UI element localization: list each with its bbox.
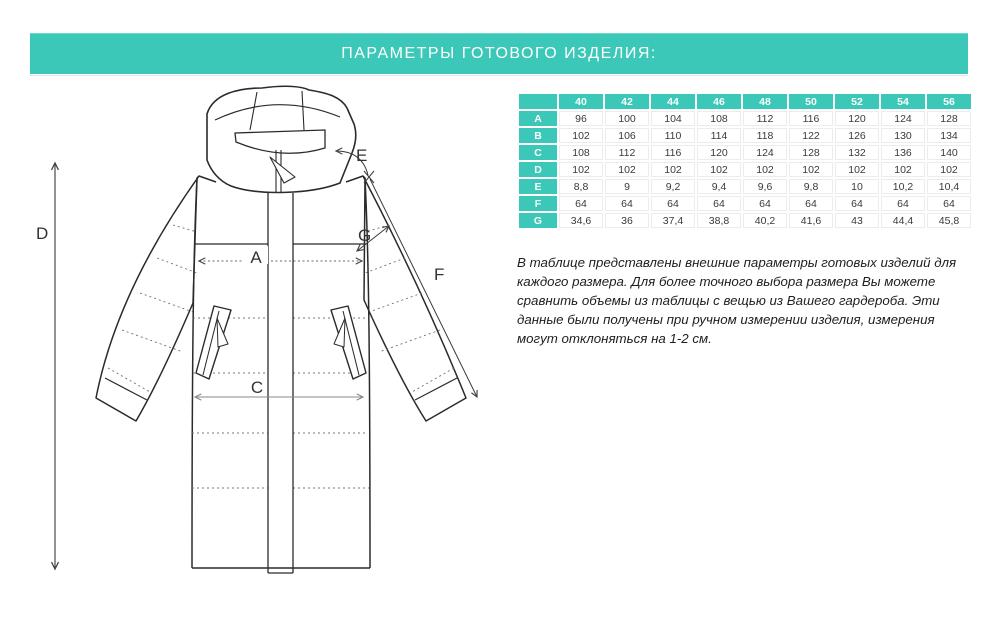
table-cell: 64 [559,196,603,211]
table-cell: 10 [835,179,879,194]
table-cell: 140 [927,145,971,160]
table-row [519,196,971,211]
table-cell: 34,6 [559,213,603,228]
table-cell: 102 [835,162,879,177]
table-cell: 9,6 [743,179,787,194]
table-cell: 108 [559,145,603,160]
table-cell: 110 [651,128,695,143]
table-cell: 9,8 [789,179,833,194]
measure-label-f: F [434,265,445,284]
table-cell: 8,8 [559,179,603,194]
table-cell: 102 [743,162,787,177]
table-cell: 116 [789,111,833,126]
table-cell: 37,4 [651,213,695,228]
row-label-E: E [519,179,557,194]
page-title: ПАРАМЕТРЫ ГОТОВОГО ИЗДЕЛИЯ: [341,45,657,62]
table-cell: 64 [605,196,649,211]
table-cell: 43 [835,213,879,228]
measure-label-c: C [250,378,264,397]
table-cell: 112 [743,111,787,126]
table-cell: 64 [927,196,971,211]
chest-arrow-A [199,246,362,267]
table-cell: 122 [789,128,833,143]
size-column-header: 52 [835,94,879,109]
size-table [517,92,973,230]
size-column-header: 50 [789,94,833,109]
table-cell: 10,4 [927,179,971,194]
table-row [519,179,971,194]
table-cell: 102 [789,162,833,177]
table-cell: 102 [605,162,649,177]
size-column-header: 40 [559,94,603,109]
table-cell: 124 [881,111,925,126]
table-cell: 41,6 [789,213,833,228]
table-cell: 120 [835,111,879,126]
row-label-F: F [519,196,557,211]
table-cell: 114 [697,128,741,143]
table-cell: 102 [559,128,603,143]
table-cell: 134 [927,128,971,143]
table-cell: 128 [927,111,971,126]
measure-label-e: E [356,146,368,165]
row-label-A: A [519,111,557,126]
pocket-flaps [196,306,366,379]
table-cell: 102 [651,162,695,177]
table-cell: 44,4 [881,213,925,228]
table-cell: 96 [559,111,603,126]
table-cell: 112 [605,145,649,160]
coat-sleeves [96,176,466,421]
row-label-D: D [519,162,557,177]
coat-body [192,176,370,568]
table-cell: 64 [789,196,833,211]
table-corner-cell [519,94,557,109]
table-cell: 128 [789,145,833,160]
table-cell: 64 [743,196,787,211]
table-cell: 106 [605,128,649,143]
size-column-header: 56 [927,94,971,109]
description-text: В таблице представлены внешние параметры готовых изделий для каждого размера. Для более точного выбора размера Вы можете сравнить объемы из таблицы с вещью из Вашего гардероба. Эти данные были получены при ручном измерении изделия, измерения могут отклоняться на 1-2 см. [517,255,957,346]
table-cell: 36 [605,213,649,228]
table-cell: 64 [651,196,695,211]
table-cell: 124 [743,145,787,160]
table-row [519,145,971,160]
table-cell: 45,8 [927,213,971,228]
measure-label-d: D [36,224,49,243]
table-row [519,162,971,177]
table-cell: 64 [835,196,879,211]
table-cell: 126 [835,128,879,143]
table-cell: 64 [881,196,925,211]
table-cell: 116 [651,145,695,160]
table-cell: 132 [835,145,879,160]
collar [207,86,356,192]
table-cell: 102 [559,162,603,177]
table-cell: 100 [605,111,649,126]
table-cell: 118 [743,128,787,143]
table-cell: 102 [881,162,925,177]
table-cell: 120 [697,145,741,160]
size-column-header: 42 [605,94,649,109]
measure-label-a: A [250,248,262,267]
table-cell: 108 [697,111,741,126]
row-label-C: C [519,145,557,160]
measure-label-g: G [358,226,372,245]
table-cell: 130 [881,128,925,143]
table-cell: 104 [651,111,695,126]
length-arrow-D [36,163,55,569]
table-row [519,213,971,228]
front-placket [268,193,293,573]
table-cell: 102 [927,162,971,177]
size-column-header: 46 [697,94,741,109]
size-column-header: 54 [881,94,925,109]
table-cell: 9,4 [697,179,741,194]
table-cell: 102 [697,162,741,177]
table-cell: 9,2 [651,179,695,194]
table-cell: 10,2 [881,179,925,194]
size-column-header: 44 [651,94,695,109]
size-column-header: 48 [743,94,787,109]
table-cell: 136 [881,145,925,160]
row-label-B: B [519,128,557,143]
hip-arrow-C [195,378,363,397]
table-cell: 40,2 [743,213,787,228]
table-cell: 9 [605,179,649,194]
row-label-G: G [519,213,557,228]
table-row [519,111,971,126]
table-cell: 64 [697,196,741,211]
table-row [519,128,971,143]
table-cell: 38,8 [697,213,741,228]
